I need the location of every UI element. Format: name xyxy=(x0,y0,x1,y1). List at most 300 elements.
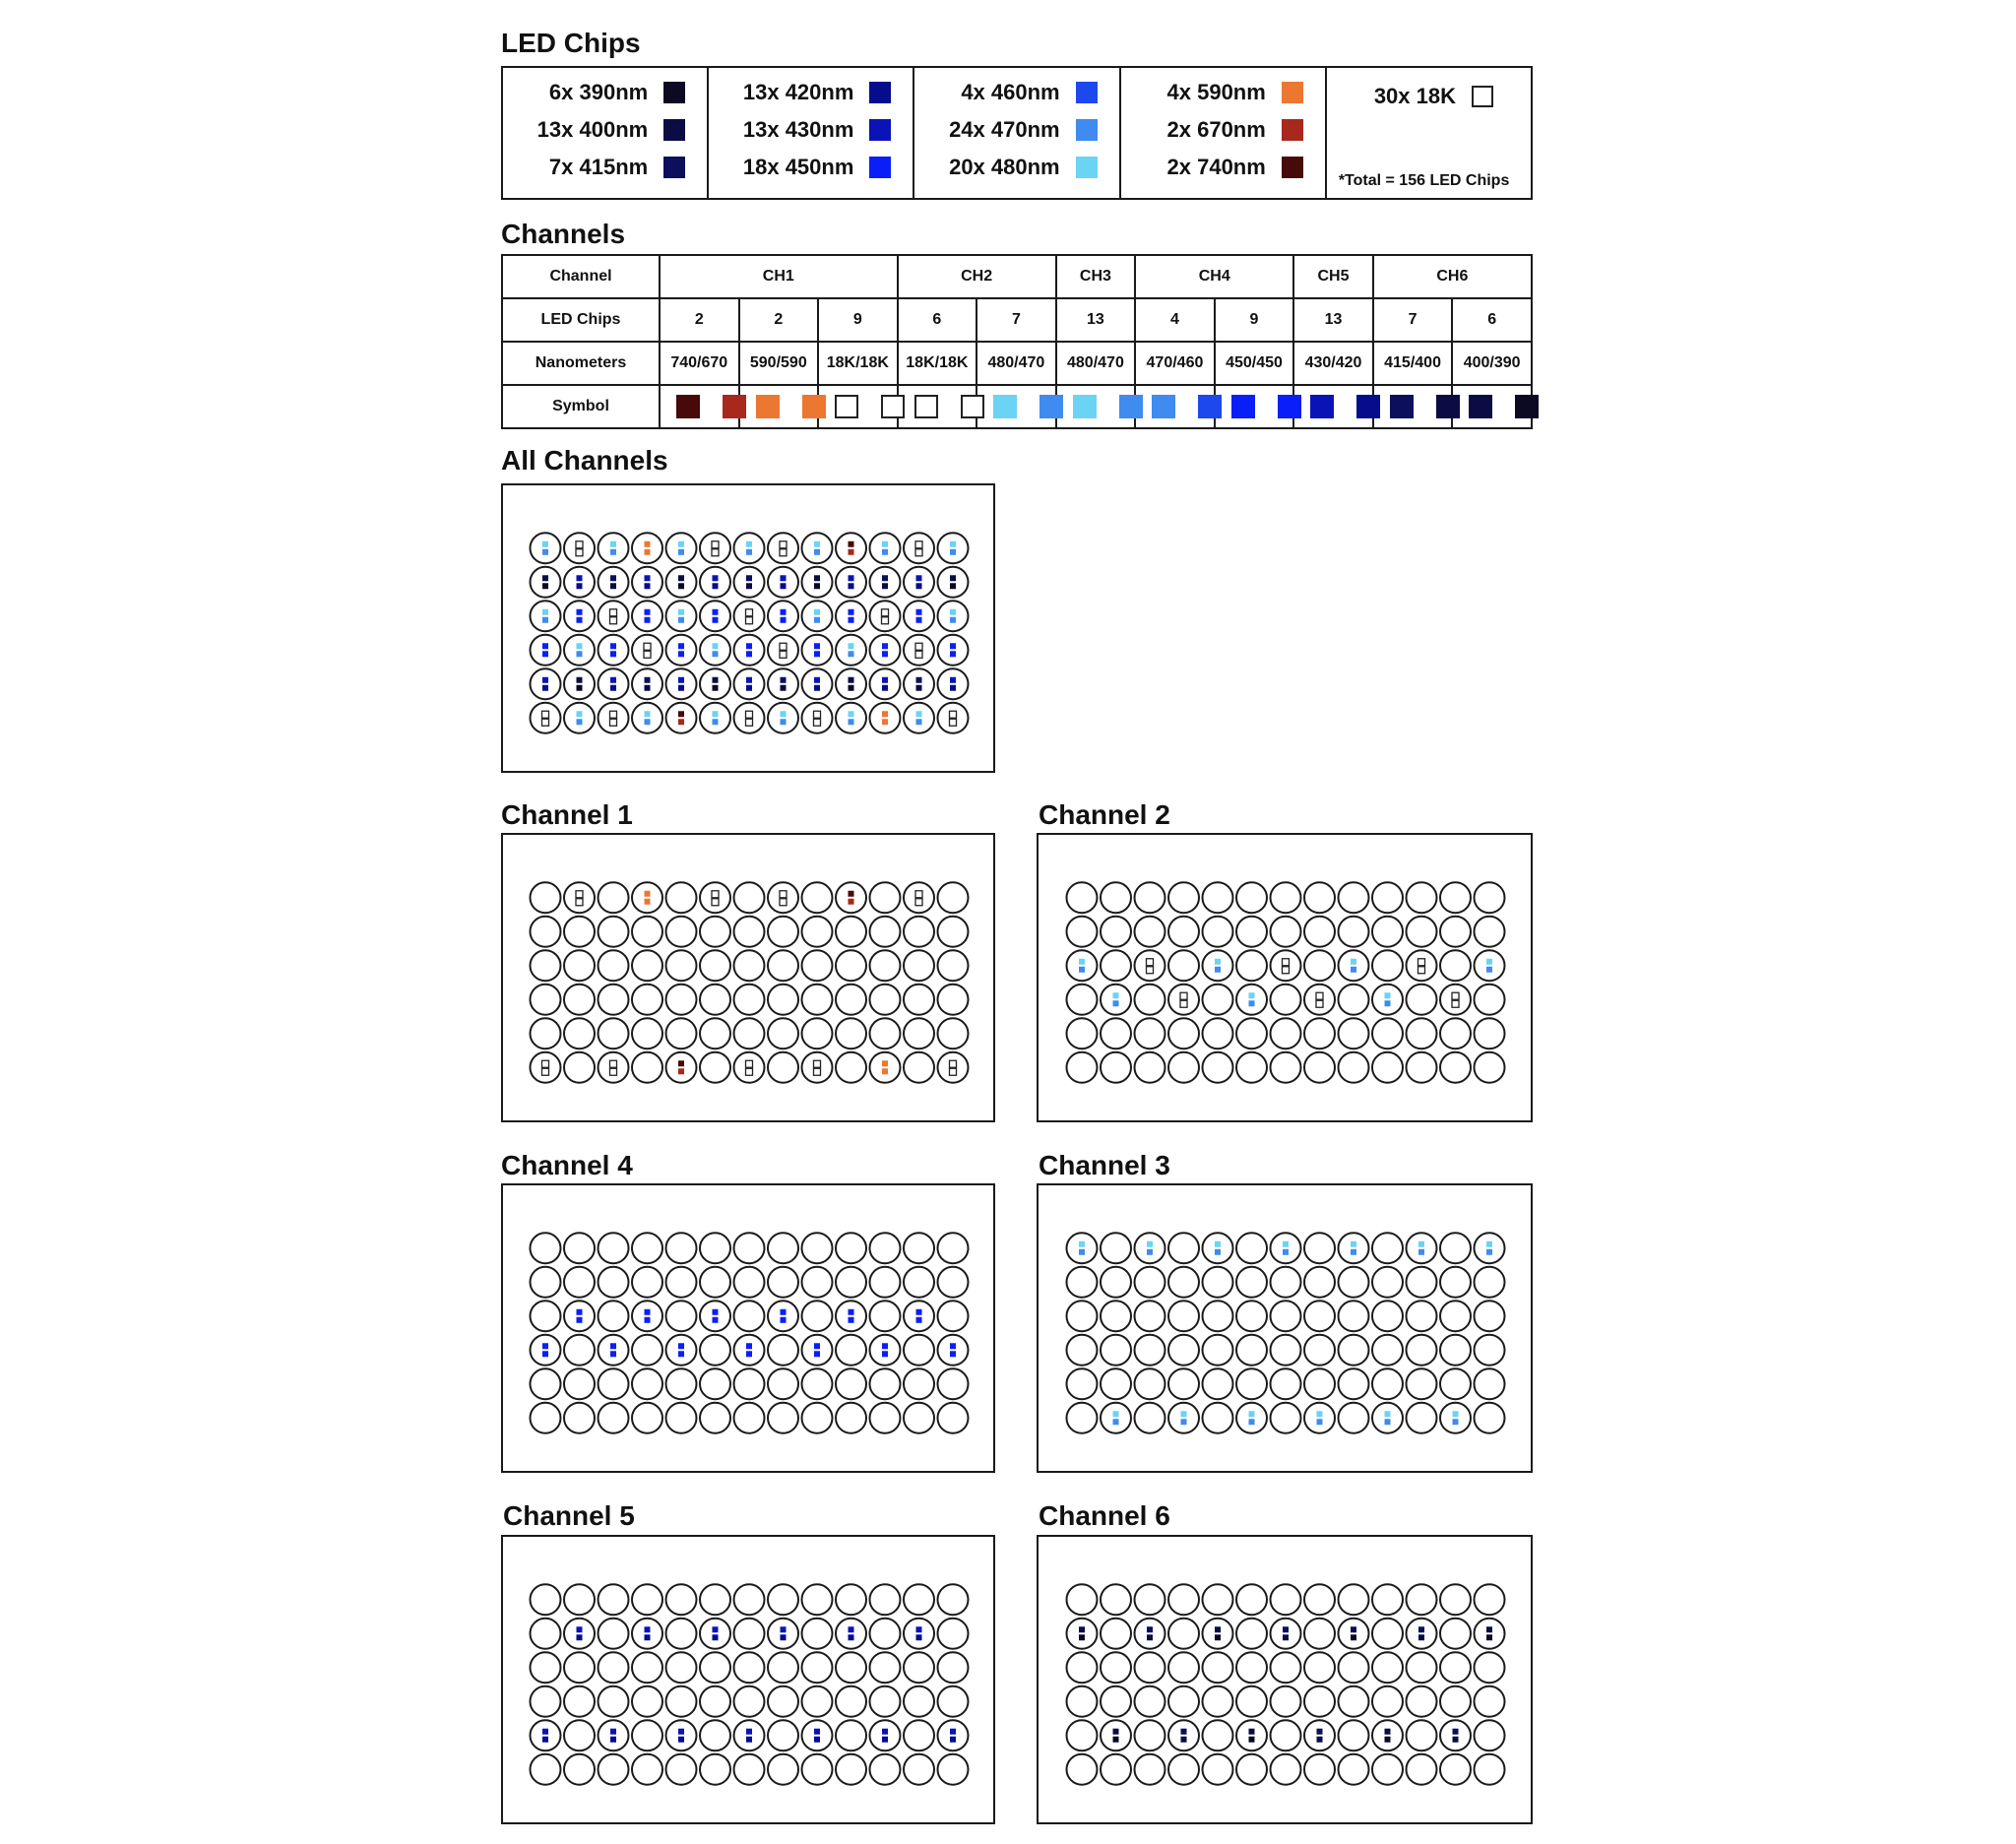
empty-led-position xyxy=(700,917,730,947)
nm480-chip xyxy=(542,541,548,547)
empty-led-position xyxy=(802,1301,833,1331)
table-row xyxy=(502,298,1532,342)
nm450-chip xyxy=(678,1351,684,1357)
empty-led-position xyxy=(1236,882,1267,913)
nm430-chip xyxy=(882,1729,888,1735)
empty-led-position xyxy=(1067,1754,1098,1785)
nm390-chip xyxy=(1113,1737,1119,1743)
empty-led-position xyxy=(1271,882,1301,913)
table-row xyxy=(502,255,1532,298)
empty-led-position xyxy=(1101,1233,1131,1263)
led-position xyxy=(700,635,730,666)
18k-chip xyxy=(644,651,651,658)
empty-led-position xyxy=(1339,1720,1369,1750)
channels-table xyxy=(501,254,1533,429)
nm430-chip xyxy=(577,575,583,581)
symbol-cell xyxy=(976,385,1056,428)
empty-led-position xyxy=(904,1267,934,1298)
empty-led-position xyxy=(1135,1052,1166,1083)
nm470-chip xyxy=(678,549,684,555)
led-position xyxy=(531,668,561,699)
nm450-chip xyxy=(678,1343,684,1349)
empty-led-position xyxy=(1168,1301,1199,1331)
nm480-swatch xyxy=(1073,395,1097,418)
row-header: Nanometers xyxy=(502,342,660,385)
led-grid xyxy=(1039,1185,1535,1475)
empty-led-position xyxy=(1067,1686,1098,1717)
empty-led-position xyxy=(1203,1267,1233,1298)
led-position xyxy=(598,1052,629,1083)
empty-led-position xyxy=(802,985,833,1015)
empty-led-position xyxy=(1475,1403,1505,1433)
nm450-chip xyxy=(781,617,787,623)
nm400-chip xyxy=(645,685,651,691)
empty-led-position xyxy=(632,1368,662,1399)
empty-led-position xyxy=(666,1619,697,1649)
chip-column-18k xyxy=(1327,68,1531,198)
empty-led-position xyxy=(598,1301,629,1331)
led-position xyxy=(1101,1403,1131,1433)
chip-legend-label: 13x 400nm xyxy=(536,117,649,142)
nm470-chip xyxy=(1249,1000,1255,1006)
nm390-chip xyxy=(814,583,820,589)
nm430-chip xyxy=(916,575,922,581)
led-position xyxy=(564,635,595,666)
chip-column xyxy=(914,68,1120,198)
chip-count-cell: 7 xyxy=(976,298,1056,342)
empty-led-position xyxy=(598,1368,629,1399)
nm450-chip xyxy=(916,1317,922,1323)
symbol-cell xyxy=(1293,385,1373,428)
nm480-chip xyxy=(1113,1411,1119,1417)
led-position xyxy=(836,882,866,913)
chip-legend-label: 2x 740nm xyxy=(1166,155,1266,179)
channel-3-panel xyxy=(1037,1183,1533,1473)
empty-led-position xyxy=(836,1233,866,1263)
nm480-chip xyxy=(1113,992,1119,998)
empty-led-position xyxy=(1407,1686,1437,1717)
led-position xyxy=(632,882,662,913)
led-position xyxy=(938,1052,969,1083)
led-position xyxy=(904,1301,934,1331)
18k-chip xyxy=(814,1068,821,1075)
18k-chip xyxy=(915,891,922,898)
empty-led-position xyxy=(1475,1652,1505,1683)
nm480-chip xyxy=(1249,1411,1255,1417)
symbol-cell xyxy=(1215,385,1294,428)
18k-chip xyxy=(882,609,889,616)
nm450-chip xyxy=(645,617,651,623)
empty-led-position xyxy=(1067,985,1098,1015)
led-position xyxy=(1372,1720,1403,1750)
chip-count-cell: 6 xyxy=(1452,298,1532,342)
empty-led-position xyxy=(531,1301,561,1331)
empty-led-position xyxy=(734,882,765,913)
nm470-chip xyxy=(1113,1419,1119,1425)
led-position xyxy=(1168,1720,1199,1750)
empty-led-position xyxy=(1135,1584,1166,1615)
empty-led-position xyxy=(1168,917,1199,947)
empty-led-position xyxy=(598,950,629,981)
nm420-chip xyxy=(781,583,787,589)
nm480-swatch xyxy=(1076,157,1098,178)
nm470-chip xyxy=(950,617,956,623)
empty-led-position xyxy=(1407,1018,1437,1049)
led-position xyxy=(531,1335,561,1366)
led-position xyxy=(836,601,866,631)
nm450-chip xyxy=(542,1351,548,1357)
led-position xyxy=(1304,1403,1335,1433)
led-position xyxy=(1135,950,1166,981)
nm450-chip xyxy=(916,617,922,623)
nm480-chip xyxy=(1079,1241,1085,1247)
nm480-chip xyxy=(1147,1241,1153,1247)
empty-led-position xyxy=(836,1584,866,1615)
18k-chip xyxy=(1283,959,1290,966)
empty-led-position xyxy=(768,1720,798,1750)
empty-led-position xyxy=(1168,1754,1199,1785)
18k-chip xyxy=(814,719,821,726)
empty-led-position xyxy=(1304,1233,1335,1263)
nm470-chip xyxy=(1079,967,1085,973)
channel-3-title: Channel 3 xyxy=(1039,1150,1170,1180)
empty-led-position xyxy=(836,1754,866,1785)
empty-led-position xyxy=(1440,950,1471,981)
nm390-chip xyxy=(950,583,956,589)
nm420-chip xyxy=(916,1634,922,1640)
empty-led-position xyxy=(1304,950,1335,981)
empty-led-position xyxy=(1135,1018,1166,1049)
empty-led-position xyxy=(1236,950,1267,981)
empty-led-position xyxy=(1304,1584,1335,1615)
led-position xyxy=(632,601,662,631)
empty-led-position xyxy=(1101,1267,1131,1298)
nm450-chip xyxy=(849,617,854,623)
led-position xyxy=(598,533,629,563)
channel-5-title: Channel 5 xyxy=(503,1500,635,1531)
empty-led-position xyxy=(598,1584,629,1615)
nm470-chip xyxy=(1249,1419,1255,1425)
empty-led-position xyxy=(1339,1301,1369,1331)
18k-chip xyxy=(576,541,583,548)
empty-led-position xyxy=(1067,1720,1098,1750)
nm480-chip xyxy=(1079,959,1085,965)
nm740-chip xyxy=(849,541,854,547)
led-position xyxy=(531,533,561,563)
nm420-chip xyxy=(713,583,719,589)
empty-led-position xyxy=(666,1368,697,1399)
nm450-chip xyxy=(950,1351,956,1357)
empty-led-position xyxy=(836,1720,866,1750)
empty-led-position xyxy=(1339,1368,1369,1399)
nm590-chip xyxy=(645,899,651,905)
18k-chip xyxy=(1452,1000,1459,1007)
nm415-chip xyxy=(645,677,651,683)
led-position xyxy=(598,567,629,598)
empty-led-position xyxy=(734,1301,765,1331)
chip-legend-label: 4x 590nm xyxy=(1166,80,1266,104)
chip-legend-label: 24x 470nm xyxy=(949,117,1060,142)
empty-led-position xyxy=(1271,1584,1301,1615)
nm400-chip xyxy=(1453,1737,1459,1743)
empty-led-position xyxy=(666,1584,697,1615)
nm480-chip xyxy=(577,711,583,717)
18k-chip xyxy=(814,1060,821,1067)
empty-led-position xyxy=(1440,1754,1471,1785)
table-row xyxy=(502,385,1532,428)
chip-legend-item xyxy=(743,153,892,182)
empty-led-position xyxy=(938,1754,969,1785)
nm430-chip xyxy=(814,677,820,683)
channel-6-panel xyxy=(1037,1535,1533,1824)
empty-led-position xyxy=(1407,1301,1437,1331)
empty-led-position xyxy=(1135,1720,1166,1750)
empty-led-position xyxy=(1440,1301,1471,1331)
symbol-cell xyxy=(660,385,739,428)
empty-led-position xyxy=(1271,1652,1301,1683)
empty-led-position xyxy=(1372,1267,1403,1298)
led-position xyxy=(768,703,798,733)
nm470-chip xyxy=(814,617,820,623)
empty-led-position xyxy=(1440,1368,1471,1399)
empty-led-position xyxy=(1236,1233,1267,1263)
empty-led-position xyxy=(1339,882,1369,913)
empty-led-position xyxy=(1271,1720,1301,1750)
nm450-chip xyxy=(950,643,956,649)
led-position xyxy=(870,668,901,699)
led-position xyxy=(836,635,866,666)
nm590-chip xyxy=(645,541,651,547)
led-position xyxy=(564,882,595,913)
led-position xyxy=(802,703,833,733)
nm430-chip xyxy=(882,677,888,683)
nm450-chip xyxy=(713,609,719,615)
chip-legend-item xyxy=(1167,115,1303,145)
led-position xyxy=(598,703,629,733)
nm590-chip xyxy=(882,719,888,725)
18k-chip xyxy=(1452,992,1459,999)
empty-led-position xyxy=(531,1368,561,1399)
nm420-chip xyxy=(746,1737,752,1743)
nm415-chip xyxy=(781,677,787,683)
empty-led-position xyxy=(802,1368,833,1399)
empty-led-position xyxy=(1135,1267,1166,1298)
18k-chip xyxy=(780,891,787,898)
empty-led-position xyxy=(1101,1584,1131,1615)
symbol-pair xyxy=(1294,395,1380,418)
led-position xyxy=(802,1052,833,1083)
empty-led-position xyxy=(836,1368,866,1399)
nm430-chip xyxy=(610,1729,616,1735)
channel-header: CH2 xyxy=(898,255,1056,298)
nm590-chip xyxy=(882,711,888,717)
empty-led-position xyxy=(768,1233,798,1263)
led-position xyxy=(1475,1619,1505,1649)
empty-led-position xyxy=(1372,917,1403,947)
empty-led-position xyxy=(666,917,697,947)
led-position xyxy=(564,668,595,699)
empty-led-position xyxy=(564,917,595,947)
empty-led-position xyxy=(598,1686,629,1717)
all-channels-title: All Channels xyxy=(501,445,668,476)
empty-led-position xyxy=(564,1018,595,1049)
led-position xyxy=(700,1301,730,1331)
nm480-chip xyxy=(1351,959,1356,965)
empty-led-position xyxy=(1407,1368,1437,1399)
empty-led-position xyxy=(870,917,901,947)
symbol-pair xyxy=(1374,395,1460,418)
empty-led-position xyxy=(1101,1018,1131,1049)
nm470-chip xyxy=(746,549,752,555)
empty-led-position xyxy=(632,1754,662,1785)
empty-led-position xyxy=(1475,1754,1505,1785)
nm480-chip xyxy=(1249,992,1255,998)
nm470-chip xyxy=(1113,1000,1119,1006)
led-position xyxy=(1101,1720,1131,1750)
symbol-pair xyxy=(1057,395,1143,418)
18k-chip xyxy=(882,617,889,624)
empty-led-position xyxy=(802,1584,833,1615)
symbol-cell xyxy=(1056,385,1136,428)
row-header: LED Chips xyxy=(502,298,660,342)
empty-led-position xyxy=(768,950,798,981)
empty-led-position xyxy=(1304,1301,1335,1331)
empty-led-position xyxy=(1407,917,1437,947)
led-position xyxy=(1271,1233,1301,1263)
nm480-chip xyxy=(1283,1241,1289,1247)
empty-led-position xyxy=(768,1368,798,1399)
led-position xyxy=(870,533,901,563)
empty-led-position xyxy=(1339,1754,1369,1785)
empty-led-position xyxy=(1135,1335,1166,1366)
nm670-chip xyxy=(678,1068,684,1074)
chip-legend-label: 4x 460nm xyxy=(961,80,1060,104)
channel-2-title: Channel 2 xyxy=(1039,799,1170,830)
led-position xyxy=(768,533,798,563)
led-position xyxy=(768,1301,798,1331)
nm470-chip xyxy=(678,617,684,623)
led-position xyxy=(700,533,730,563)
led-position xyxy=(632,1301,662,1331)
nm415-chip xyxy=(1283,1626,1289,1632)
led-position xyxy=(1440,985,1471,1015)
led-position xyxy=(802,1720,833,1750)
empty-led-position xyxy=(564,1584,595,1615)
empty-led-position xyxy=(1304,882,1335,913)
18k-chip xyxy=(746,719,753,726)
nm450-chip xyxy=(882,643,888,649)
nm400-chip xyxy=(542,575,548,581)
empty-led-position xyxy=(1475,1686,1505,1717)
empty-led-position xyxy=(666,1754,697,1785)
nm470-chip xyxy=(916,719,922,725)
led-position xyxy=(870,703,901,733)
nm420-chip xyxy=(678,685,684,691)
nm470-chip xyxy=(1215,967,1221,973)
empty-led-position xyxy=(1236,1652,1267,1683)
nm420-chip xyxy=(950,1737,956,1743)
nm590-chip xyxy=(882,1068,888,1074)
nm470-chip xyxy=(950,549,956,555)
chip-legend-label: 13x 420nm xyxy=(742,80,854,104)
nm470-chip xyxy=(781,719,787,725)
led-position xyxy=(938,1720,969,1750)
empty-led-position xyxy=(1067,1403,1098,1433)
nm415-chip xyxy=(1147,1626,1153,1632)
nm420-chip xyxy=(814,685,820,691)
nm415-chip xyxy=(1453,1729,1459,1735)
18k-chip xyxy=(1316,992,1323,999)
nm470-chip xyxy=(1351,1249,1356,1255)
nm430-chip xyxy=(645,1626,651,1632)
led-position xyxy=(870,601,901,631)
nm450-chip xyxy=(746,1351,752,1357)
empty-led-position xyxy=(1135,985,1166,1015)
chip-legend-item xyxy=(949,153,1098,182)
empty-led-position xyxy=(1339,1403,1369,1433)
empty-led-position xyxy=(564,985,595,1015)
led-position xyxy=(802,533,833,563)
empty-led-position xyxy=(1372,1686,1403,1717)
18k-swatch xyxy=(1472,86,1493,107)
18k-chip xyxy=(950,711,957,718)
nm420-chip xyxy=(610,1737,616,1743)
nm420-chip xyxy=(645,583,651,589)
led-position xyxy=(598,601,629,631)
empty-led-position xyxy=(768,1652,798,1683)
empty-led-position xyxy=(632,1720,662,1750)
nm450-chip xyxy=(577,617,583,623)
nm450-chip xyxy=(577,609,583,615)
empty-led-position xyxy=(1407,1754,1437,1785)
nm420-swatch xyxy=(869,82,891,103)
18k-chip xyxy=(610,1060,617,1067)
total-note: *Total = 156 LED Chips xyxy=(1338,172,1510,189)
nm450-swatch xyxy=(869,157,891,178)
led-position xyxy=(564,533,595,563)
empty-led-position xyxy=(1475,1335,1505,1366)
empty-led-position xyxy=(700,1267,730,1298)
nm420-chip xyxy=(849,1634,854,1640)
empty-led-position xyxy=(598,917,629,947)
18k-chip xyxy=(746,711,753,718)
nm480-chip xyxy=(950,541,956,547)
empty-led-position xyxy=(1236,1267,1267,1298)
nm450-chip xyxy=(577,1309,583,1315)
led-position xyxy=(1475,950,1505,981)
nm420-chip xyxy=(882,685,888,691)
empty-led-position xyxy=(734,985,765,1015)
empty-led-position xyxy=(1372,882,1403,913)
led-position xyxy=(768,882,798,913)
empty-led-position xyxy=(1236,917,1267,947)
nm670-chip xyxy=(849,899,854,905)
empty-led-position xyxy=(666,1686,697,1717)
empty-led-position xyxy=(1135,1686,1166,1717)
nm450-chip xyxy=(746,1343,752,1349)
empty-led-position xyxy=(904,1584,934,1615)
led-position xyxy=(1135,1233,1166,1263)
empty-led-position xyxy=(1372,1652,1403,1683)
empty-led-position xyxy=(666,1403,697,1433)
empty-led-position xyxy=(564,950,595,981)
empty-led-position xyxy=(1067,882,1098,913)
led-position xyxy=(1271,950,1301,981)
nm480-chip xyxy=(577,643,583,649)
chip-legend-item xyxy=(743,115,892,145)
empty-led-position xyxy=(700,1652,730,1683)
nm450-chip xyxy=(542,651,548,657)
